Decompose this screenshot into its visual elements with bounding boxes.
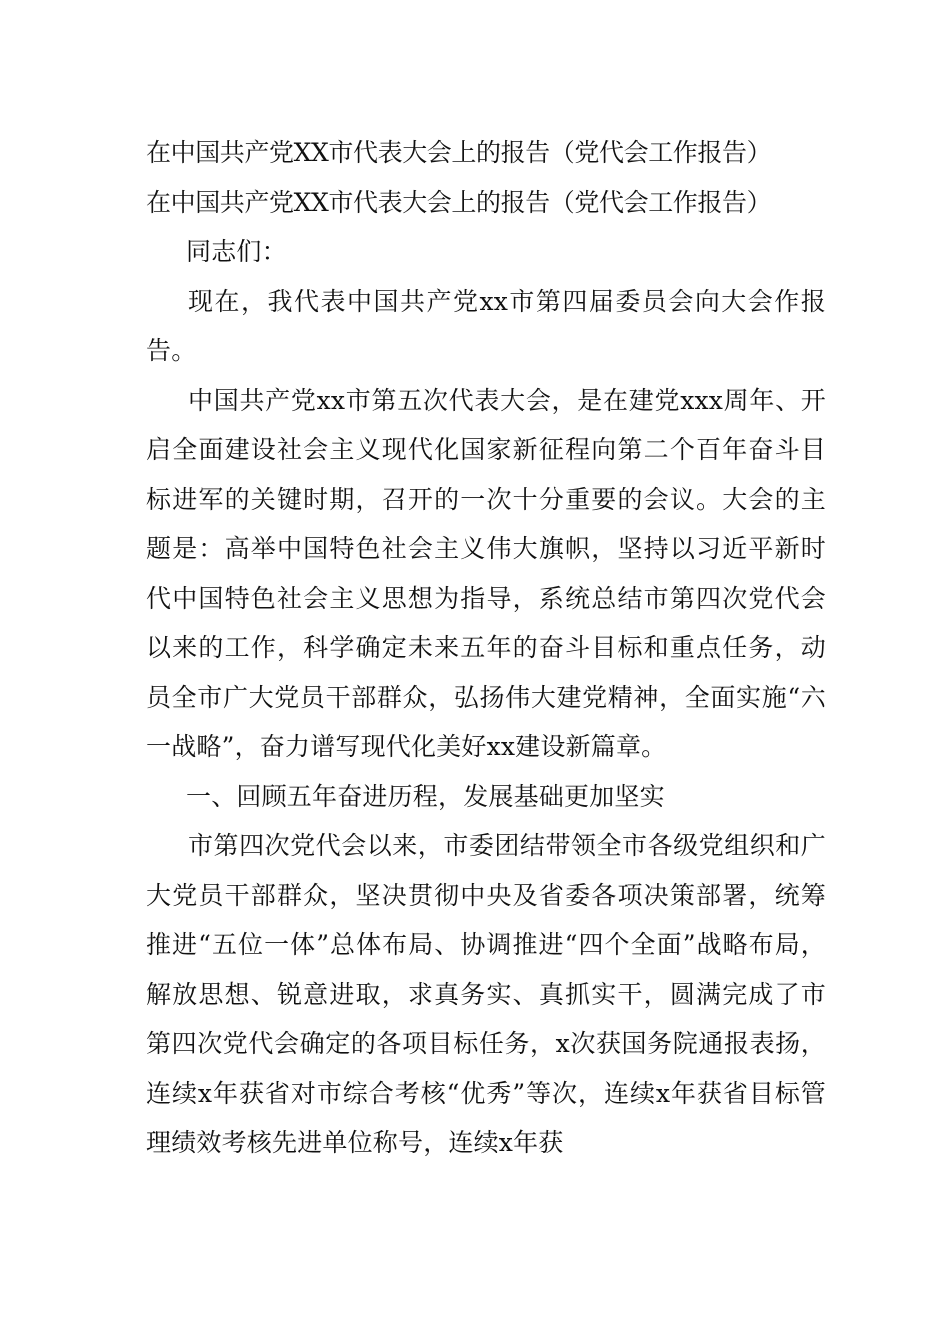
- section-heading: 一、回顾五年奋进历程，发展基础更加坚实: [186, 781, 665, 811]
- document-title-line-2: 在中国共产党XX市代表大会上的报告（党代会工作报告）: [146, 187, 772, 217]
- document-body: [146, 128, 826, 1168]
- paragraph-opening: 现在，我代表中国共产党xx市第四届委员会向大会作报告。: [146, 286, 826, 365]
- paragraph-congress-theme: 中国共产党xx市第五次代表大会，是在建党xxx周年、开启全面建设社会主义现代化国家新征程向第二个百年奋斗目标进军的关键时期，召开的一次十分重要的会议。大会的主题是：高举中国特色社会主义伟大旗帜，坚持以习近平新时代中国特色社会主义思想为指导，系统总结市第四次党代会以来的工作，科学确定未来五年的奋斗目标和重点任务，动员全市广大党员干部群众，弘扬伟大建党精神，全面实施“六一战略”，奋力谱写现代化美好xx建设新篇章。: [146, 385, 826, 761]
- document-title-line-1: 在中国共产党XX市代表大会上的报告（党代会工作报告）: [146, 138, 772, 167]
- greeting: 同志们：: [186, 237, 287, 266]
- paragraph-section-review: 市第四次党代会以来，市委团结带领全市各级党组织和广大党员干部群众，坚决贯彻中央及省委各项决策部署，统筹推进“五位一体”总体布局、协调推进“四个全面”战略布局，解放思想、锐意进取，求真务实、真抓实干，圆满完成了市第四次党代会确定的各项目标任务，x次获国务院通报表扬，连续x年获省对市综合考核“优秀”等次，连续x年获省目标管理绩效考核先进单位称号，连续x年获: [146, 831, 826, 1157]
